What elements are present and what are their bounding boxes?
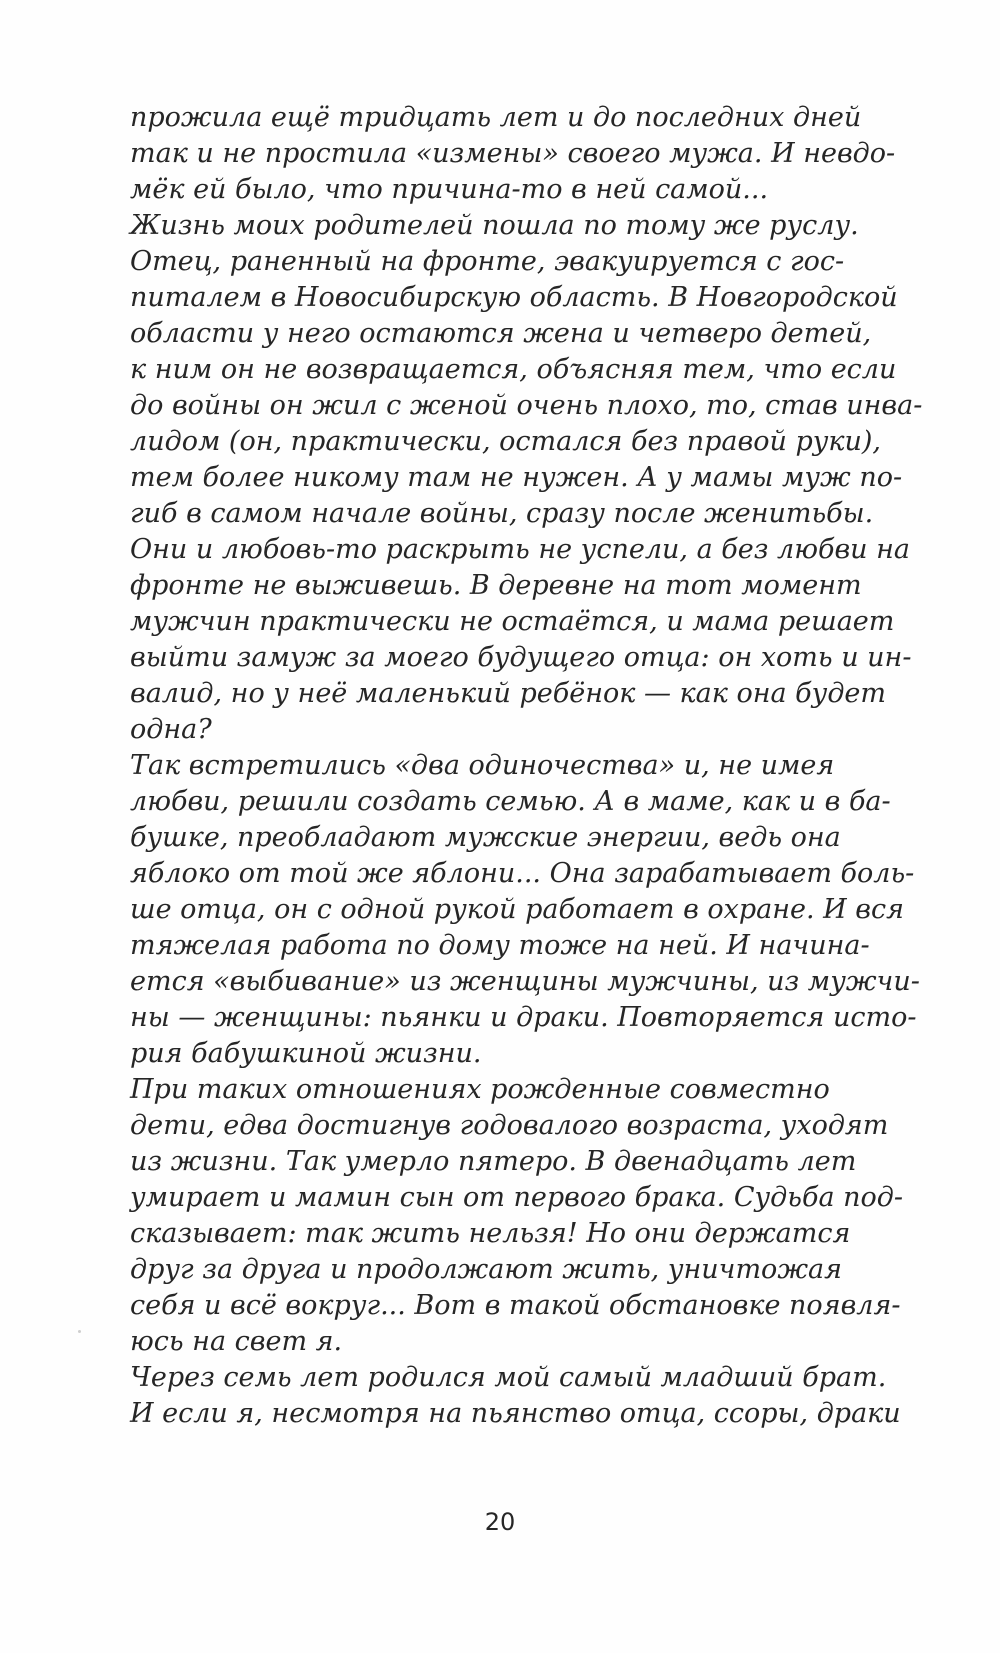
- paragraph-start-line: Так встретились «два одиночества» и, не имея: [130, 750, 835, 781]
- text-line-13: Они и любовь-то раскрыть не успели, а без любви на: [130, 534, 911, 565]
- text-line-30: из жизни. Так умерло пятеро. В двенадцать лет: [130, 1146, 857, 1177]
- text-line-18: одна?: [130, 714, 212, 745]
- text-line-33: друг за друга и продолжают жить, уничтожая: [130, 1254, 842, 1285]
- paragraph-start-line: Через семь лет родился мой самый младший брат.: [130, 1362, 887, 1393]
- text-line-16: выйти замуж за моего будущего отца: он хоть и ин-: [130, 642, 912, 673]
- text-line-15: мужчин практически не остаётся, и мама решает: [130, 606, 895, 637]
- text-line-22: яблоко от той же яблони... Она зарабатывает боль-: [130, 858, 915, 889]
- text-line-7: области у него остаются жена и четверо детей,: [130, 318, 872, 349]
- page-number: 20: [484, 1508, 516, 1536]
- text-line-3: мёк ей было, что причина-то в ней самой...: [130, 174, 769, 205]
- text-line-37: И если я, несмотря на пьянство отца, ссоры, драки: [130, 1398, 901, 1429]
- text-line-6: питалем в Новосибирскую область. В Новгородской: [130, 282, 898, 313]
- text-line-26: ны — женщины: пьянки и драки. Повторяется исто-: [130, 1002, 917, 1033]
- text-line-27: рия бабушкиной жизни.: [130, 1038, 482, 1069]
- text-line-8: к ним он не возвращается, объясняя тем, что если: [130, 354, 897, 385]
- text-line-17: валид, но у неё маленький ребёнок — как она будет: [130, 678, 887, 709]
- text-line-25: ется «выбивание» из женщины мужчины, из мужчи-: [130, 966, 920, 997]
- text-line-12: гиб в самом начале войны, сразу после женитьбы.: [130, 498, 874, 529]
- scan-speck: [78, 1330, 81, 1333]
- text-line-1: прожила ещё тридцать лет и до последних дней: [130, 102, 862, 133]
- text-line-34: себя и всё вокруг... Вот в такой обстановке появля-: [130, 1290, 901, 1321]
- text-line-10: лидом (он, практически, остался без правой руки),: [130, 426, 882, 457]
- text-line-23: ше отца, он с одной рукой работает в охране. И вся: [130, 894, 905, 925]
- text-line-14: фронте не выживешь. В деревне на тот момент: [130, 570, 862, 601]
- text-line-29: дети, едва достигнув годовалого возраста, уходят: [130, 1110, 889, 1141]
- paragraph-start-line: Жизнь моих родителей пошла по тому же руслу.: [130, 210, 859, 241]
- text-line-21: бушке, преобладают мужские энергии, ведь она: [130, 822, 841, 853]
- text-line-24: тяжелая работа по дому тоже на ней. И начина-: [130, 930, 870, 961]
- paragraph-start-line: При таких отношениях рожденные совместно: [130, 1074, 830, 1105]
- text-line-5: Отец, раненный на фронте, эвакуируется с гос-: [130, 246, 845, 277]
- text-line-32: сказывает: так жить нельзя! Но они держатся: [130, 1218, 851, 1249]
- text-line-35: юсь на свет я.: [130, 1326, 343, 1357]
- text-line-2: так и не простила «измены» своего мужа. И невдо-: [130, 138, 896, 169]
- text-line-20: любви, решили создать семью. А в маме, как и в ба-: [130, 786, 891, 817]
- text-line-9: до войны он жил с женой очень плохо, то, став инва-: [130, 390, 923, 421]
- text-line-31: умирает и мамин сын от первого брака. Судьба под-: [130, 1182, 904, 1213]
- text-line-11: тем более никому там не нужен. А у мамы муж по-: [130, 462, 903, 493]
